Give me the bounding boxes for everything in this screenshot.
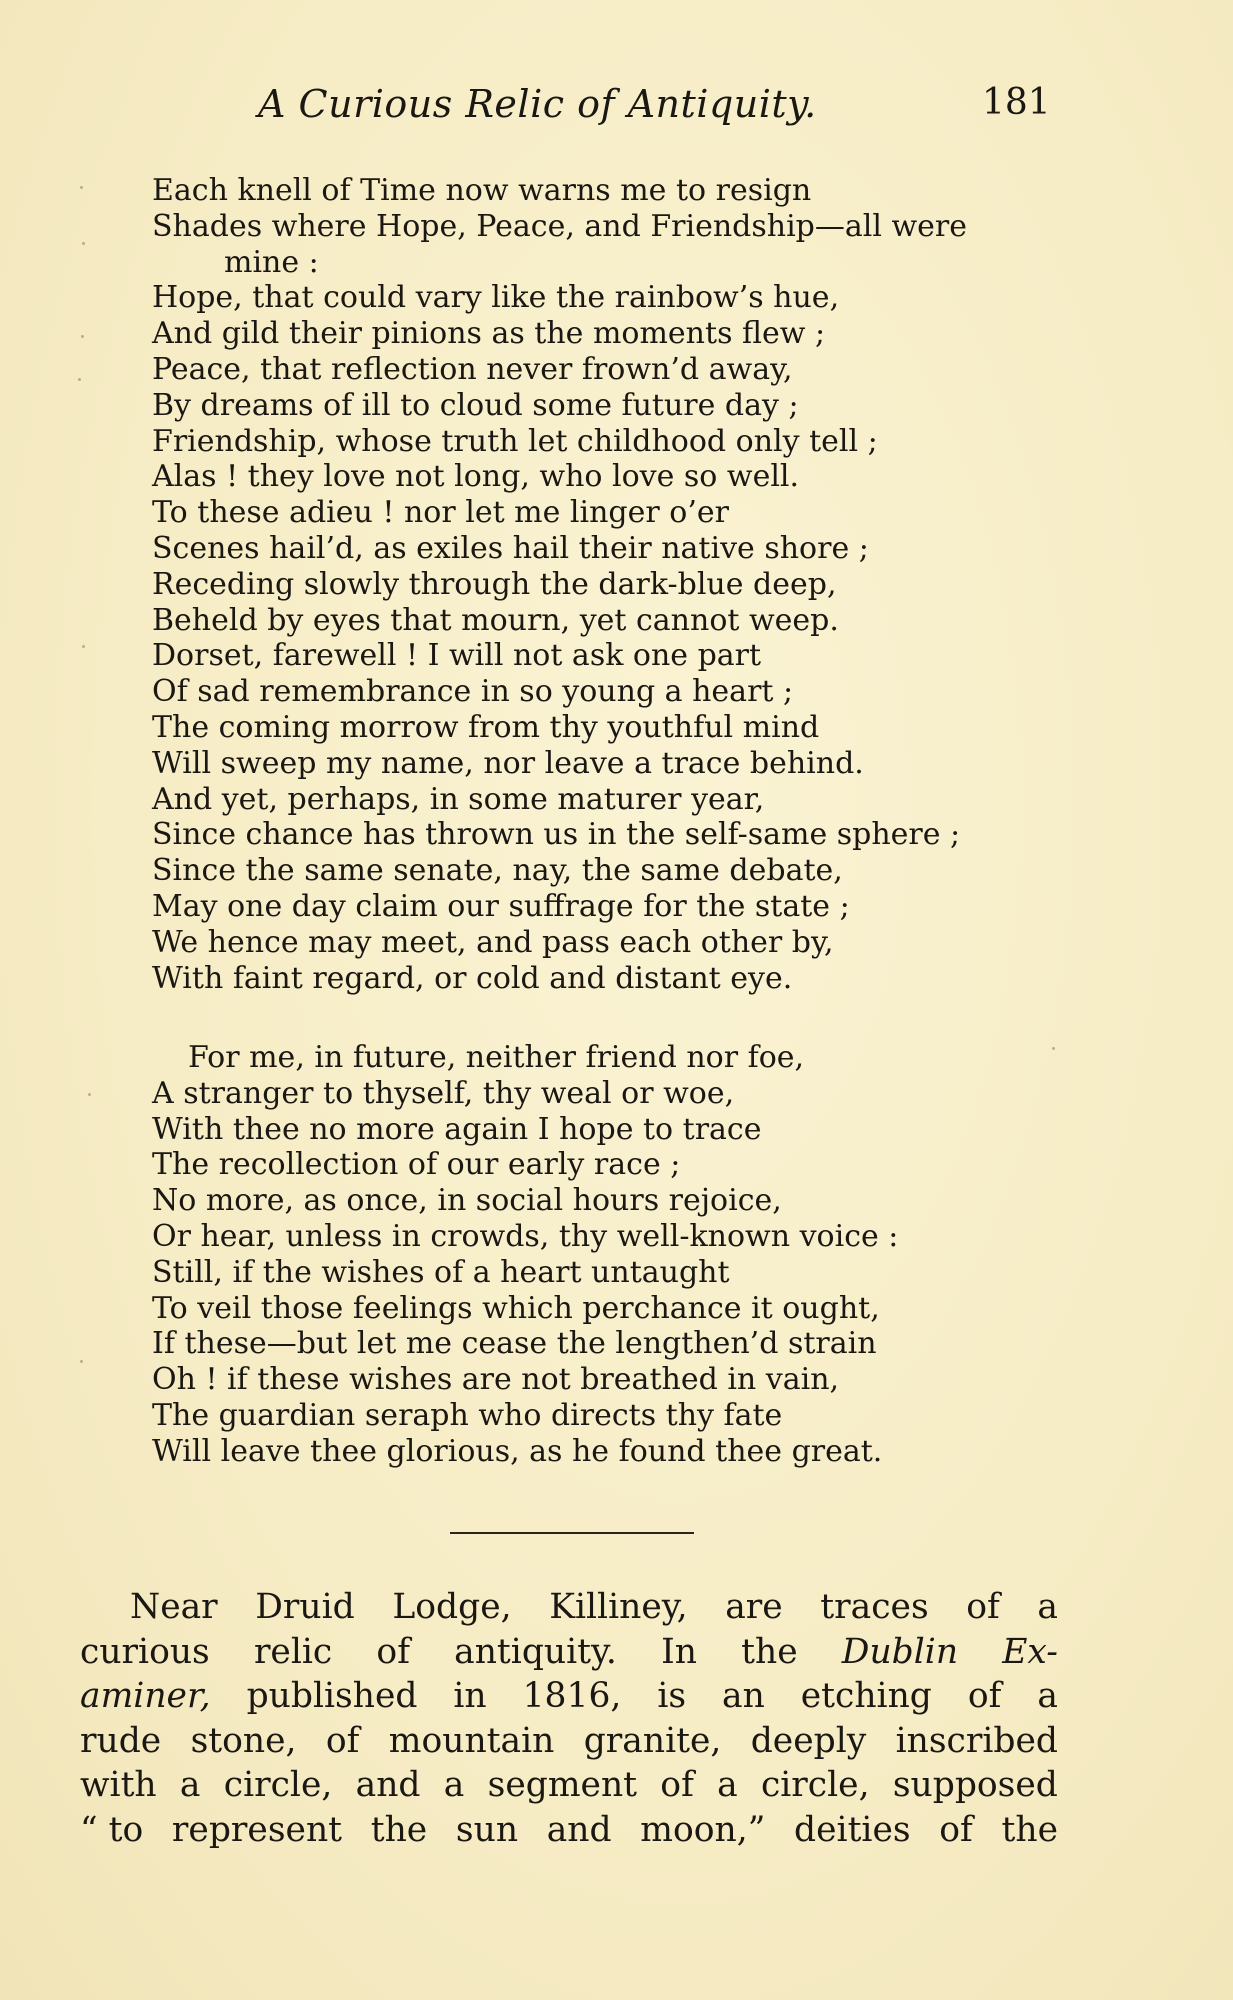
paper-speck [80,1360,83,1363]
prose-word: is [657,1676,687,1716]
prose-word: curious [80,1631,210,1672]
verse-line-indented: For me, in future, neither friend nor foe, [188,1040,805,1075]
section-divider-rule [450,1532,694,1534]
prose-word-italic: aminer, [80,1676,211,1716]
verse-line-turnover: mine : [224,244,319,280]
paper-speck [81,335,84,338]
paper-speck [82,242,85,245]
prose-word: moon,” [640,1809,766,1850]
verse-line: And gild their pinions as the moments flew ; [152,316,826,352]
verse-line: Oh ! if these wishes are not breathed in vain, [152,1362,840,1398]
verse-line: Since chance has thrown us in the self-same sphere ; [152,817,961,853]
prose-word: segment [487,1765,638,1805]
prose-word: Lodge, [392,1587,512,1627]
verse-line: A stranger to thyself, thy weal or woe, [152,1075,735,1111]
prose-word: inscribed [895,1720,1058,1761]
verse-line: By dreams of ill to cloud some future day ; [152,387,799,423]
verse-line: May one day claim our suffrage for the state ; [152,888,850,924]
prose-line [80,1763,1058,1808]
prose-word: are [725,1587,783,1627]
verse-line: Of sad remembrance in so young a heart ; [152,674,794,710]
prose-word: relic [253,1631,333,1672]
verse-line: With thee no more again I hope to trace [152,1111,762,1147]
paper-speck [80,186,83,189]
verse-line: Each knell of Time now warns me to resign [152,173,812,208]
prose-word: stone, [190,1720,297,1761]
prose-word: antiquity. [454,1631,617,1672]
verse-line: Since the same senate, nay, the same debate, [152,853,843,889]
prose-word: rude [80,1720,162,1761]
prose-word: a [1037,1676,1058,1716]
prose-word: circle, [760,1765,870,1805]
running-title: A Curious Relic of Antiquity. [258,82,817,126]
verse-line: We hence may meet, and pass each other by, [152,924,834,960]
prose-word: mountain [388,1720,555,1761]
verse-line: Will sweep my name, nor leave a trace behind. [152,745,864,781]
verse-line: If these—but let me cease the lengthen’d strain [152,1326,877,1362]
prose-word: represent [171,1809,343,1850]
verse-line: The recollection of our early race ; [152,1147,681,1183]
verse-line: Hope, that could vary like the rainbow’s hue, [152,280,840,316]
verse-line: To veil those feelings which perchance it ought, [152,1290,880,1326]
prose-word: supposed [892,1765,1058,1805]
prose-word: of [325,1720,360,1761]
prose-word-italic: Ex- [1002,1631,1058,1672]
prose-word: and [355,1765,421,1805]
paper-speck [78,378,81,381]
prose-line [80,1630,1058,1675]
verse-line: Dorset, farewell ! I will not ask one part [152,638,762,674]
poem-stanza-2 [152,1040,1072,1470]
prose-word: “ to [80,1809,144,1850]
prose-word: with [80,1765,157,1805]
prose-line [80,1585,1058,1630]
running-head [0,82,1233,142]
prose-line [80,1674,1058,1719]
prose-word: of [939,1809,973,1850]
verse-line: With faint regard, or cold and distant eye. [152,960,793,996]
prose-word: etching [800,1676,932,1716]
paper-speck [1052,1047,1055,1050]
verse-line: Beheld by eyes that mourn, yet cannot weep. [152,602,839,638]
paper-speck [82,645,85,648]
prose-word: deeply [750,1720,867,1761]
verse-line: Will leave thee glorious, as he found thee great. [152,1433,883,1469]
verse-line: To these adieu ! nor let me linger o’er [152,495,729,531]
prose-word: granite, [583,1720,722,1761]
prose-paragraph [80,1585,1058,1852]
prose-word: Druid [255,1587,355,1627]
verse-line: The guardian seraph who directs thy fate [152,1397,783,1433]
prose-line [80,1719,1058,1764]
prose-word: sun [455,1809,519,1850]
prose-word: of [376,1631,410,1672]
verse-line: Shades where Hope, Peace, and Friendship—all were [152,208,968,244]
prose-word: a [1037,1587,1058,1627]
verse-line: No more, as once, in social hours rejoice, [152,1183,782,1219]
verse-line: Scenes hail’d, as exiles hail their native shore ; [152,530,869,566]
prose-word: and [546,1809,612,1850]
prose-word: published [246,1676,418,1716]
prose-word: in [453,1676,487,1716]
prose-word: deities [794,1809,911,1850]
page-number: 181 [982,82,1051,123]
prose-word: the [741,1631,798,1672]
prose-word: the [1001,1809,1058,1850]
verse-line: The coming morrow from thy youthful mind [152,709,820,745]
prose-word: traces [820,1587,929,1627]
poem-stanza-1 [152,173,1072,996]
prose-word: circle, [223,1765,333,1805]
prose-word: 1816, [522,1676,622,1716]
prose-word: an [722,1676,765,1716]
prose-word: a [443,1765,465,1805]
verse-line: Still, if the wishes of a heart untaught [152,1254,730,1290]
prose-line [80,1808,1058,1853]
verse-line: Peace, that reflection never frown’d away, [152,351,793,387]
prose-word: of [660,1765,694,1805]
verse-line: Alas ! they love not long, who love so well. [152,459,800,495]
prose-word: In [661,1631,697,1672]
paper-speck [88,1093,91,1096]
prose-word: a [179,1765,201,1805]
verse-line: Receding slowly through the dark-blue deep, [152,566,837,602]
prose-word: the [370,1809,428,1850]
verse-line: Friendship, whose truth let childhood only tell ; [152,423,878,459]
prose-word-italic: Dublin [841,1631,959,1672]
prose-word: Near [130,1587,218,1627]
prose-word: of [966,1587,1000,1627]
prose-word: of [967,1676,1002,1716]
verse-line: Or hear, unless in crowds, thy well-known voice : [152,1218,899,1254]
verse-line: And yet, perhaps, in some maturer year, [152,781,765,817]
prose-word: a [717,1765,738,1805]
prose-word: Killiney, [549,1587,688,1627]
